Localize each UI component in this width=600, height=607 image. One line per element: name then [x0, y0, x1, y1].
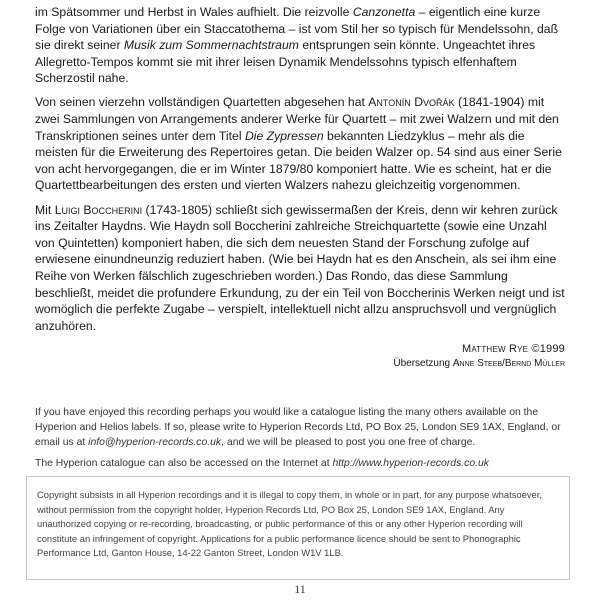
- translator-names: Anne Steeb/Bernd Müller: [452, 357, 565, 369]
- page-number: 11: [294, 582, 306, 596]
- text-run: Mit: [35, 202, 55, 217]
- translation-credit: [35, 357, 565, 371]
- paragraph-dvorak: [35, 94, 565, 194]
- copyright-box: [26, 476, 570, 580]
- email-address: info@hyperion-records.co.uk: [88, 437, 222, 448]
- text-run: Von seinen vierzehn vollständigen Quartetten abgesehen hat: [35, 95, 369, 110]
- text-run: If you have enjoyed this recording perhaps you would like a catalogue listing the many others available on the Hyperion and Helios labels. If so, please write to Hyperion Records Ltd, PO Box 25, London SE9 1AX, England, or email us at: [35, 407, 561, 448]
- translation-label: Übersetzung: [393, 357, 453, 369]
- booklet-page: [35, 4, 565, 371]
- text-run: (1841-1904) mit zwei Sammlungen von Arrangements anderer Werke für Quartett – mit zwei Walzern und mit den Transkriptionen seines unter dem Titel: [35, 95, 559, 143]
- text-run: bekannten Liedzyklus – mehr als die meisten für die Erweiterung des Repertoires getan. Die beiden Walzer op. 54 sind aus einer Serie von acht hervorgegangen, die er im Winter 1879/80 komponiert hatte. Wie es scheint, hat er die Quartettbearbeitungen des ersten und vierten Walzers nahezu gleichzeitig vorgenommen.: [35, 128, 562, 193]
- text-run: (1743-1805) schließt sich gewissermaßen der Kreis, denn wir kehren zurück ins Zeitalter Haydns. Wie Haydn soll Boccherini zahlreiche Streichquartette (sowie eine Unzahl von Quintetten) komponiert haben, die sich dem neuesten Stand der Forschung zufolge auf erwiesene einundneunzig reduziert haben. (Wie bei Haydn hat es den Anschein, als sei ihm eine Reihe von Werken fälschlich zugeschrieben worden.) Das Rondo, das diese Sammlung beschließt, meidet die profundere Erkundung, zu der ein Teil von Boccherinis Werken neigt und ist womöglich die perfekte Zugabe – verspielt, intellektuell nicht allzu anspruchsvoll und vergnüglich anzuhören.: [35, 202, 565, 333]
- text-run: entsprungen sein könnte. Ungeachtet ihres Allegretto-Tempos kommt sie mit ihrer leisen Dynamik Mendelssohns typisch elfenhaftem Scherzostil nahe.: [35, 38, 536, 86]
- composer-name: Antonín Dvořák: [368, 95, 455, 110]
- text-run: im Spätsommer und Herbst in Wales aufhielt. Die reizvolle: [35, 5, 353, 19]
- work-title: Canzonetta: [352, 5, 416, 19]
- catalogue-notice: [35, 405, 569, 450]
- copyright-text: Copyright subsists in all Hyperion recordings and it is illegal to copy them, in whole or in part, for any purpose whatsoever, without permission from the copyright holder, Hyperion Records Ltd, PO Box 25, London SE9 1AX, England. Any unauthorized copying or re-recording, broadcasting, or public performance of this or any other Hyperion recording will constitute an infringement of copyright. Applications for a public performance licence should be sent to Phonographic Performance Ltd, Ganton House, 14-22 Ganton Street, London W1V 1LB.: [37, 489, 542, 559]
- text-run: , and we will be pleased to post you one free of charge.: [221, 437, 476, 448]
- author-name: Matthew Rye ©1999: [461, 342, 565, 355]
- work-title: Musik zum Sommernachtstraum: [123, 38, 299, 53]
- text-run: The Hyperion catalogue can also be accessed on the Internet at: [35, 458, 333, 469]
- composer-name: Luigi Boccherini: [54, 202, 143, 217]
- work-title: Die Zypressen: [244, 128, 324, 143]
- website-url: http://www.hyperion-records.co.uk: [332, 458, 489, 469]
- paragraph-boccherini: [35, 202, 565, 335]
- text-run: – eigentlich eine kurze Folge von Variationen über ein Staccatothema – ist vom Stil her so typisch für Mendelssohn, daß sie direkt seiner: [35, 5, 559, 53]
- author-credit: [35, 342, 565, 371]
- paragraph-mendelssohn: [35, 4, 565, 87]
- internet-notice: [35, 456, 569, 471]
